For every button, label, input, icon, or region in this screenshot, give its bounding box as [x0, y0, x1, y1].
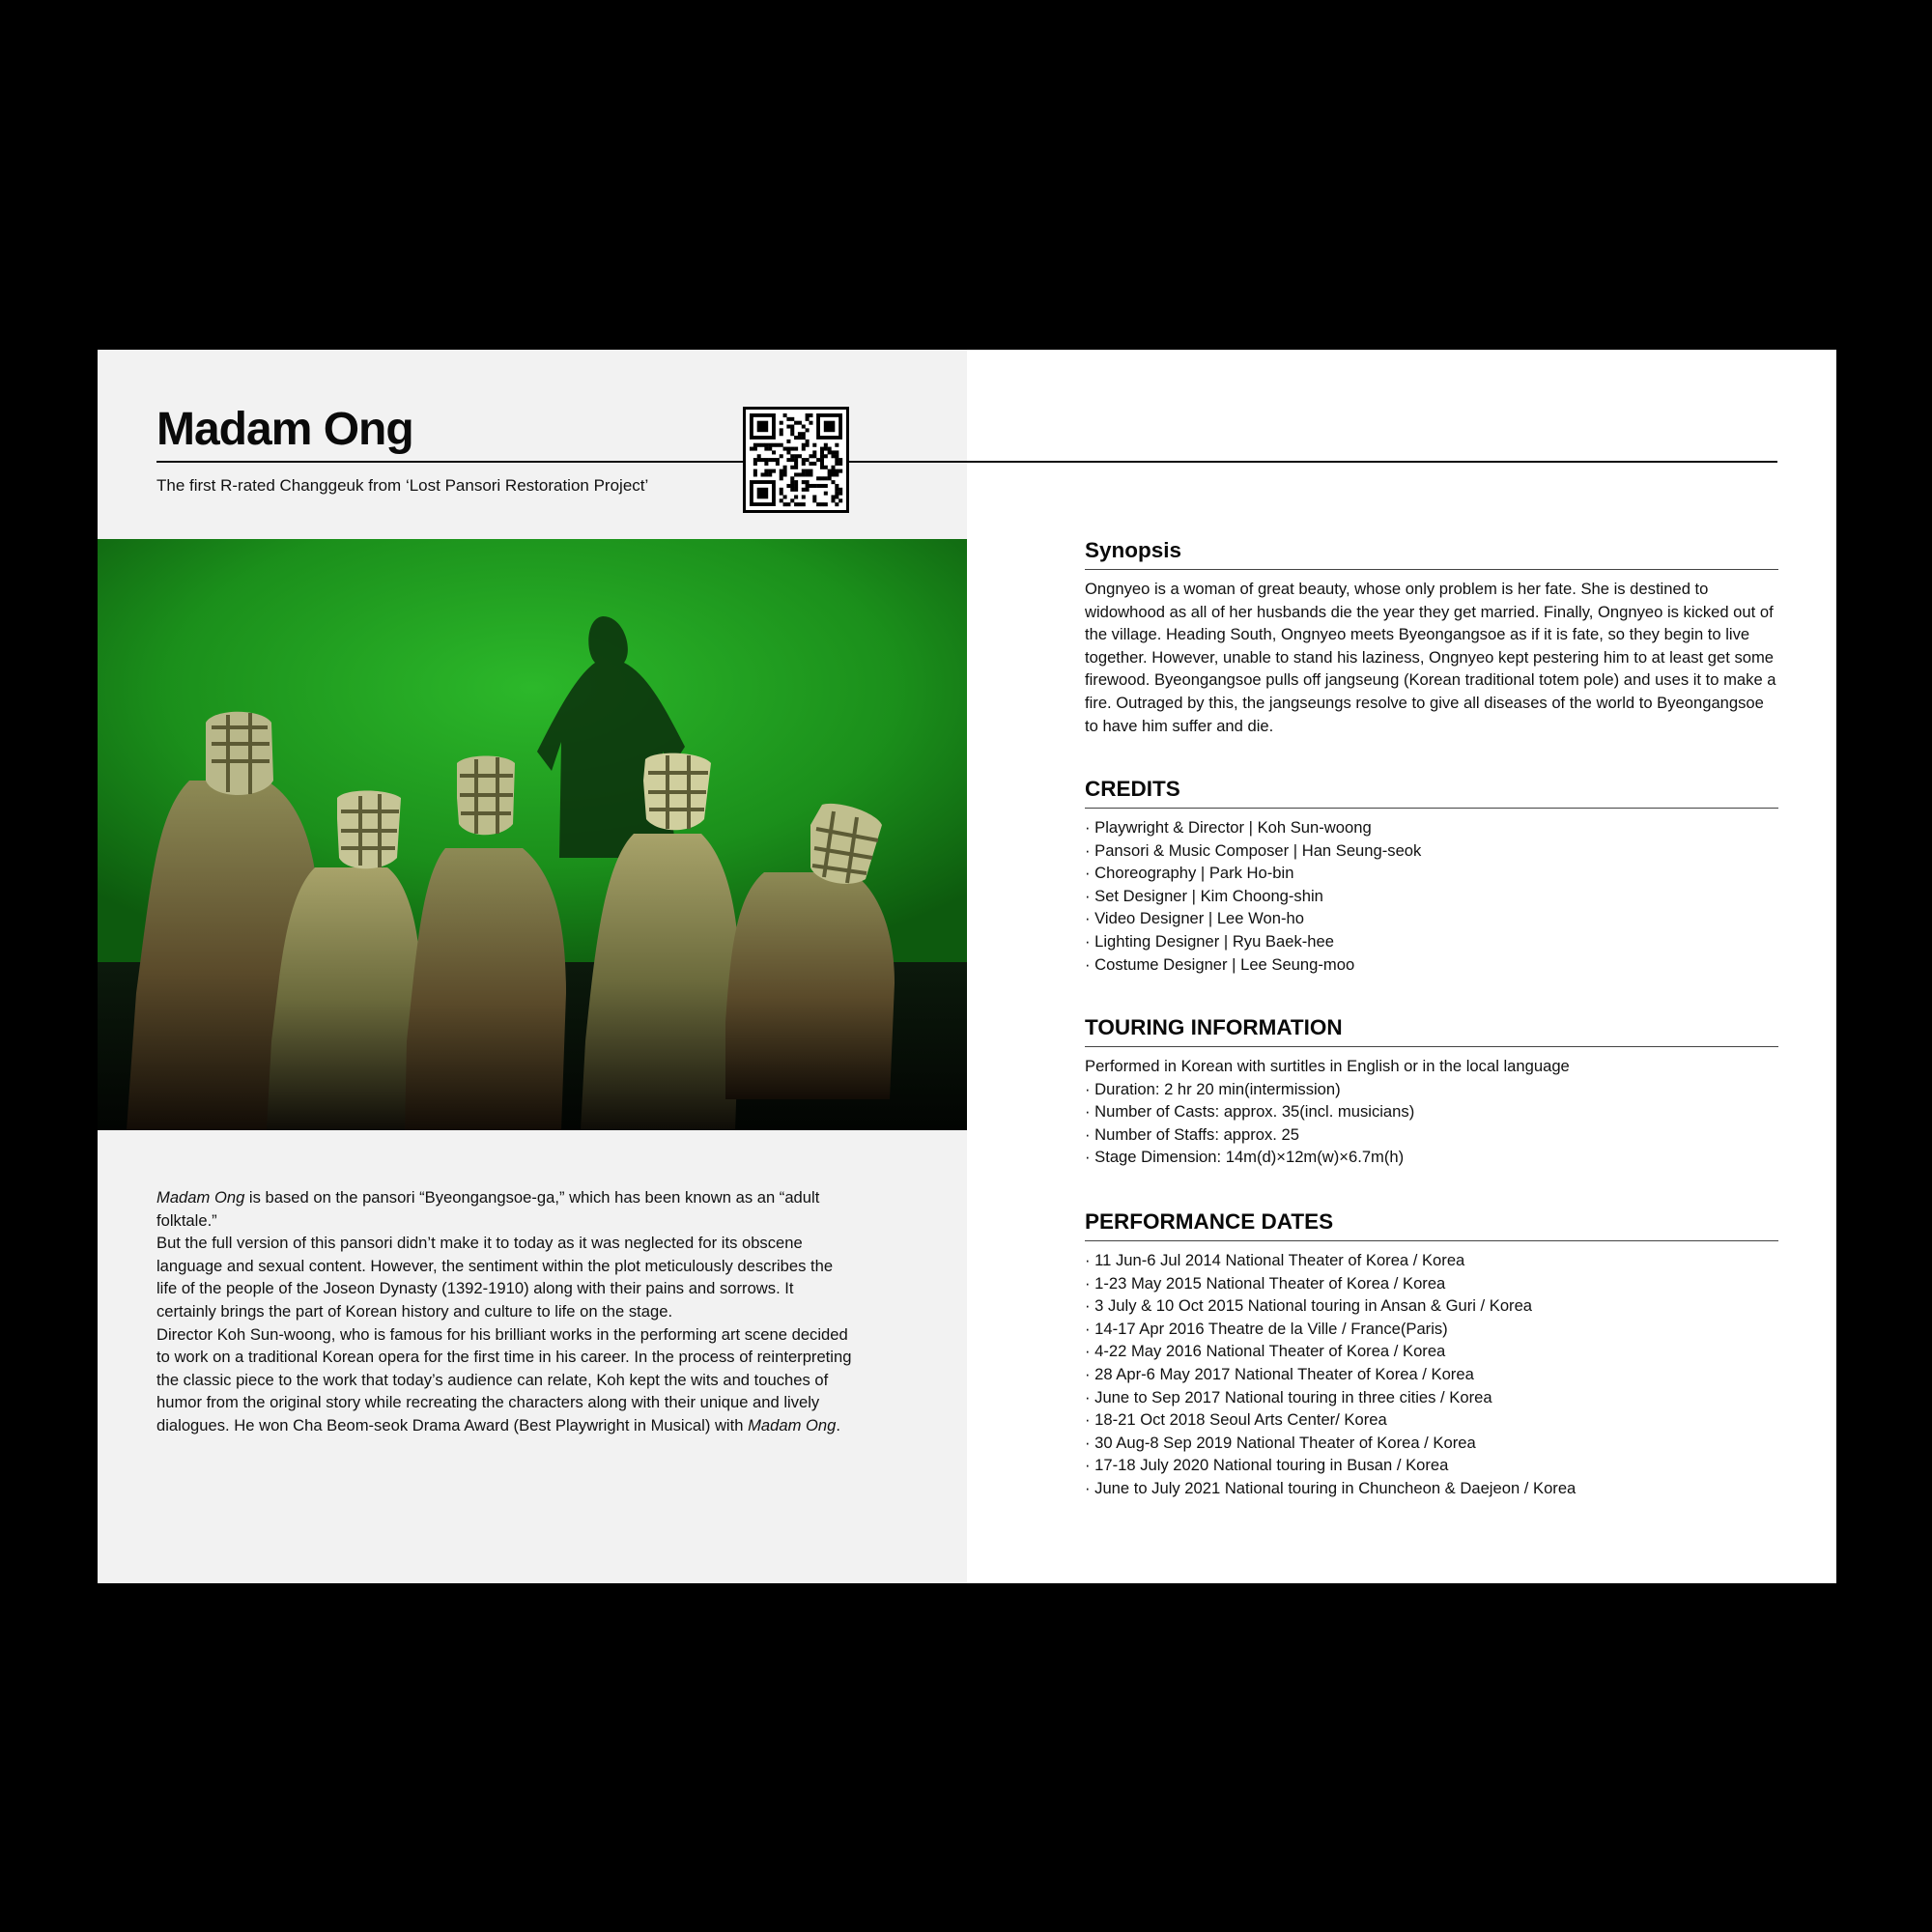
- touring-item: · Number of Staffs: approx. 25: [1085, 1123, 1778, 1147]
- performance-date-item: · 3 July & 10 Oct 2015 National touring in Ansan & Guri / Korea: [1085, 1294, 1778, 1318]
- performance-date-item: · 4-22 May 2016 National Theater of Korea / Korea: [1085, 1340, 1778, 1363]
- touring-item: · Duration: 2 hr 20 min(intermission): [1085, 1078, 1778, 1101]
- synopsis-text: Ongnyeo is a woman of great beauty, whose only problem is her fate. She is destined to widowhood as all of her husbands die the year they get married. Finally, Ongnyeo is kicked out of the village. Heading South, Ongnyeo meets Byeongangsoe as if it is fate, so they begin to live together. However, unable to stand his laziness, Ongnyeo kept pestering him to at least get some firewood. Byeongangsoe pulls off jangseung (Korean traditional totem pole) and uses it to make a fire. Outraged by this, the jangseungs resolve to give all diseases of the world to Byeongangsoe to have him suffer and die.: [1085, 580, 1776, 735]
- description-paragraph-1-text: is based on the pansori “Byeongangsoe-ga,” which has been known as an “adult folktale.”: [156, 1188, 820, 1230]
- performance-dates-wrapper: [1085, 1249, 1778, 1500]
- stage-performance-photo: [98, 539, 967, 1130]
- performance-date-item: · June to July 2021 National touring in Chuncheon & Daejeon / Korea: [1085, 1477, 1778, 1500]
- description-paragraph-2: But the full version of this pansori didn’t make it to today as it was neglected for its obscene language and sexual content. However, the sentiment within the plot meticulously describes the life of the people of the Joseon Dynasty (1392-1910) along with their pains and sorrows. It certainly brings the part of Korean history and culture to life on the stage.: [156, 1234, 834, 1321]
- right-page: [967, 350, 1836, 1583]
- performance-date-item: · 30 Aug-8 Sep 2019 National Theater of Korea / Korea: [1085, 1432, 1778, 1455]
- touring-list: [1085, 1078, 1778, 1169]
- header-divider: [156, 461, 1777, 463]
- credit-item: · Playwright & Director | Koh Sun-woong: [1085, 816, 1778, 839]
- performance-date-item: · 1-23 May 2015 National Theater of Korea / Korea: [1085, 1272, 1778, 1295]
- description-paragraph-1: [156, 1186, 852, 1232]
- performance-date-item: · 11 Jun-6 Jul 2014 National Theater of Korea / Korea: [1085, 1249, 1778, 1272]
- credits-heading: CREDITS: [1085, 777, 1180, 801]
- credits-list-wrapper: [1085, 816, 1778, 976]
- touring-section: [1085, 1014, 1778, 1169]
- show-title-italic: Madam Ong: [748, 1415, 837, 1435]
- credit-item: · Lighting Designer | Ryu Baek-hee: [1085, 930, 1778, 953]
- performance-dates-section: [1085, 1208, 1778, 1500]
- touring-heading: TOURING INFORMATION: [1085, 1015, 1343, 1039]
- credits-list: [1085, 816, 1778, 976]
- credit-item: · Costume Designer | Lee Seung-moo: [1085, 953, 1778, 977]
- credit-item: · Set Designer | Kim Choong-shin: [1085, 885, 1778, 908]
- brochure-spread: [98, 350, 1836, 1583]
- credit-item: · Video Designer | Lee Won-ho: [1085, 907, 1778, 930]
- qr-code-icon[interactable]: [743, 407, 849, 513]
- section-divider: [1085, 1046, 1778, 1047]
- synopsis-section: [1085, 537, 1778, 737]
- description-text: [156, 1186, 852, 1437]
- synopsis-heading: Synopsis: [1085, 538, 1182, 562]
- performance-date-item: · 14-17 Apr 2016 Theatre de la Ville / France(Paris): [1085, 1318, 1778, 1341]
- description-paragraph-3-text: Director Koh Sun-woong, who is famous for his brilliant works in the performing art scene decided to work on a traditional Korean opera for the first time in his career. In the process of reinterpreting the classic piece to the work that today’s audience can relate, Koh kept the wits and touches of humor from the original story while recreating the characters along with their unique and lively dialogues. He won Cha Beom-seok Drama Award (Best Playwright in Musical) with: [156, 1324, 852, 1435]
- credit-item: · Choreography | Park Ho-bin: [1085, 862, 1778, 885]
- touring-info: [1085, 1055, 1778, 1169]
- performance-date-item: · 28 Apr-6 May 2017 National Theater of Korea / Korea: [1085, 1363, 1778, 1386]
- description-paragraph-3: [156, 1323, 852, 1437]
- section-divider: [1085, 1240, 1778, 1241]
- touring-intro: Performed in Korean with surtitles in English or in the local language: [1085, 1057, 1570, 1075]
- performance-dates-heading: PERFORMANCE DATES: [1085, 1209, 1334, 1234]
- touring-item: · Stage Dimension: 14m(d)×12m(w)×6.7m(h): [1085, 1146, 1778, 1169]
- performance-date-item: · June to Sep 2017 National touring in three cities / Korea: [1085, 1386, 1778, 1409]
- performance-date-item: · 17-18 July 2020 National touring in Busan / Korea: [1085, 1454, 1778, 1477]
- credit-item: · Pansori & Music Composer | Han Seung-seok: [1085, 839, 1778, 863]
- show-title-italic: Madam Ong: [156, 1188, 245, 1207]
- performance-date-item: · 18-21 Oct 2018 Seoul Arts Center/ Korea: [1085, 1408, 1778, 1432]
- page-title: Madam Ong: [156, 404, 413, 455]
- performance-dates-list: [1085, 1249, 1778, 1500]
- touring-item: · Number of Casts: approx. 35(incl. musicians): [1085, 1100, 1778, 1123]
- page-subtitle: The first R-rated Changgeuk from ‘Lost Pansori Restoration Project’: [156, 476, 649, 495]
- credits-section: [1085, 776, 1778, 976]
- section-divider: [1085, 808, 1778, 809]
- description-paragraph-3-end: .: [836, 1415, 841, 1435]
- section-divider: [1085, 569, 1778, 570]
- left-page: [98, 350, 967, 1583]
